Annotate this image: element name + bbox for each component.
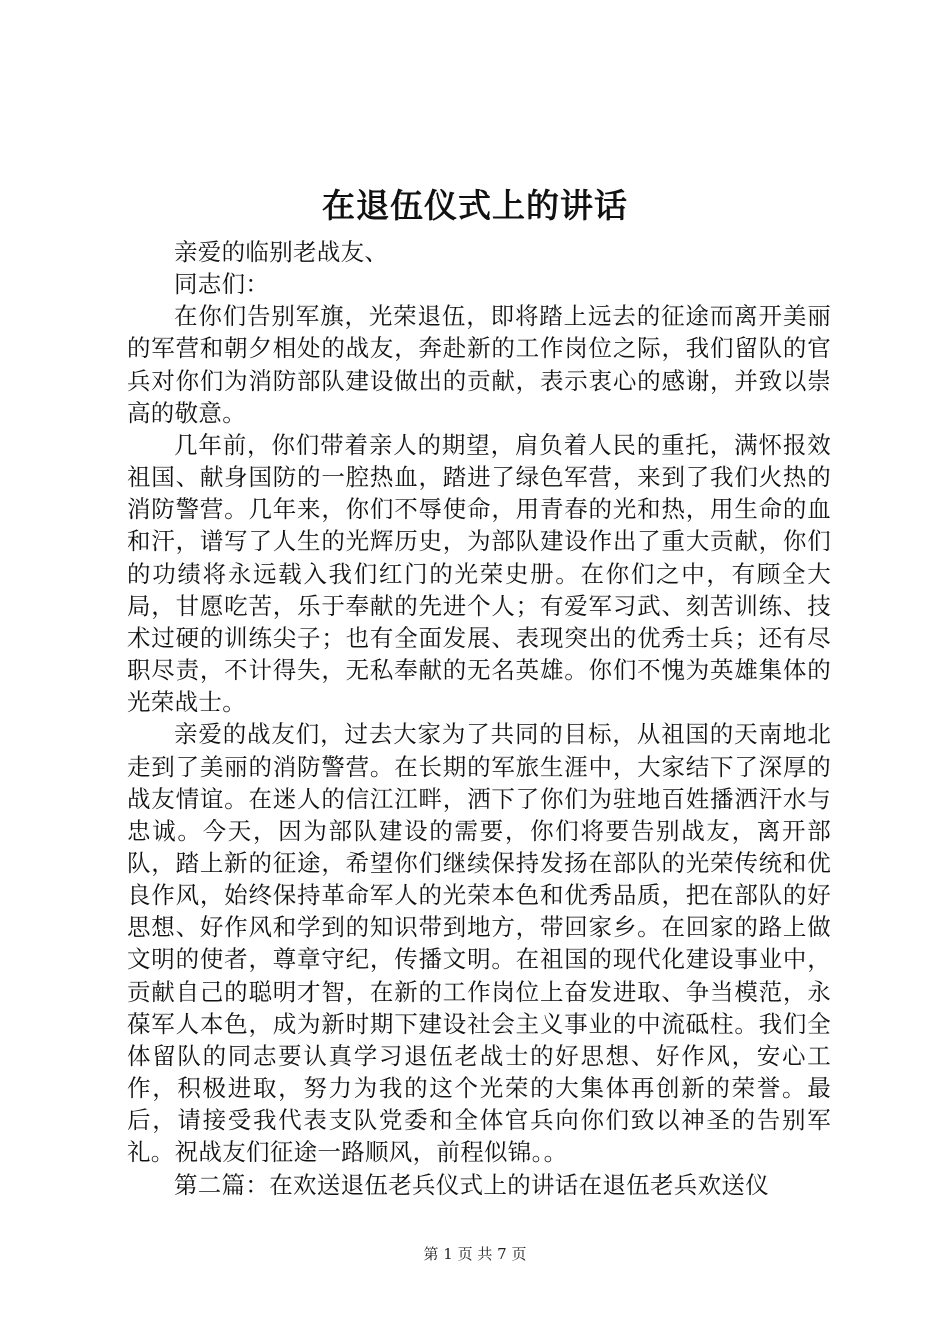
paragraph-3: 亲爱的战友们，过去大家为了共同的目标，从祖国的天南地北走到了美丽的消防警营。在长期的军旅生涯中，大家结下了深厚的战友情谊。在迷人的信江江畔，洒下了你们为驻地百姓播洒汗水与忠诚。今天，因为部队建设的需要，你们将要告别战友，离开部队，踏上新的征途，希望你们继续保持发扬在部队的光荣传统和优良作风，始终保持革命军人的光荣本色和优秀品质，把在部队的好思想、好作风和学到的知识带到地方，带回家乡。在回家的路上做文明的使者，尊章守纪，传播文明。在祖国的现代化建设事业中，贡献自己的聪明才智，在新的工作岗位上奋发进取、争当模范，永葆军人本色，成为新时期下建设社会主义事业的中流砥柱。我们全体留队的同志要认真学习退伍老战士的好思想、好作风，安心工作，积极进取，努力为我的这个光荣的大集体再创新的荣誉。最后，请接受我代表支队党委和全体官兵向你们致以神圣的告别军礼。祝战友们征途一路顺风，前程似锦。。: [127, 720, 831, 1167]
paragraph-1: 在你们告别军旗，光荣退伍，即将踏上远去的征途而离开美丽的军营和朝夕相处的战友，奔赴新的工作岗位之际，我们留队的官兵对你们为消防部队建设做出的贡献，表示衷心的感谢，并致以崇高的敬意。: [127, 302, 831, 427]
paragraph-2: 几年前，你们带着亲人的期望，肩负着人民的重托，满怀报效祖国、献身国防的一腔热血，踏进了绿色军营，来到了我们火热的消防警营。几年来，你们不辱使命，用青春的光和热，用生命的血和汗，谱写了人生的光辉历史，为部队建设作出了重大贡献，你们的功绩将永远载入我们红门的光荣史册。在你们之中，有顾全大局，甘愿吃苦，乐于奉献的先进个人；有爱军习武、刻苦训练、技术过硬的训练尖子；也有全面发展、表现突出的优秀士兵；还有尽职尽责，不计得失，无私奉献的无名英雄。你们不愧为英雄集体的光荣战士。: [127, 430, 831, 717]
paragraph-salutation-2: 同志们：: [174, 270, 270, 299]
document-title: 在退伍仪式上的讲话: [322, 186, 628, 225]
paragraph-4: 第二篇：在欢送退伍老兵仪式上的讲话在退伍老兵欢送仪: [174, 1170, 769, 1199]
paragraph-salutation-1: 亲爱的临别老战友、: [174, 238, 389, 266]
page-footer: 第 1 页 共 7 页: [423, 1245, 527, 1263]
document-body: [127, 236, 831, 1201]
